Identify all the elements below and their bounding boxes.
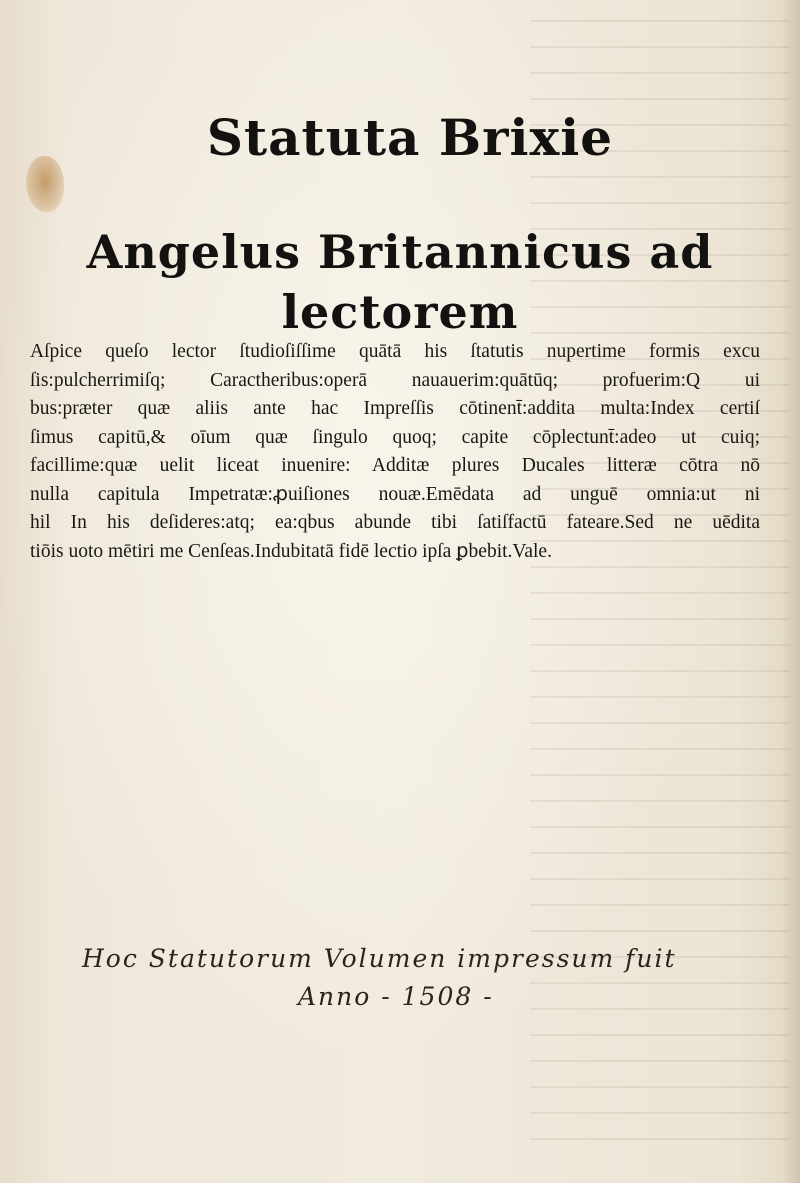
text-line: tiōis uoto mētiri me Cenſeas.Indubitatā fidē lectio ipſa ꝑbebit.Vale. bbox=[30, 540, 552, 562]
text-line: facillime:quæ uelit liceat inuenire: Additæ plures Ducales litteræ cōtra nō bbox=[30, 455, 760, 476]
text-line: bus:præter quæ aliis ante hac Impreſſis cōtinent̄:addita multa:Index certiſ bbox=[30, 398, 760, 419]
handwritten-inscription: Hoc Statutorum Volumen impressum fuit bbox=[82, 944, 677, 973]
preface-text bbox=[30, 338, 760, 566]
text-line: nulla capitula Impetratæ:ꝓuiſiones nouæ.Emēdata ad unguē omnia:ut ni bbox=[30, 483, 760, 505]
page-title: Statuta Brixie bbox=[206, 108, 614, 167]
handwritten-date: Anno - 1508 - bbox=[298, 982, 494, 1011]
text-line: hil In his deſideres:atq; ea:qbus abunde tibi ſatiſfactū fateare.Sed ne uēdita bbox=[30, 512, 760, 533]
page-subtitle: Angelus Britannicus ad lectorem bbox=[86, 225, 714, 339]
text-line: ſimus capitū,& oīum quæ ſingulo quoq; capite cōplectunt̄:adeo ut cuiq; bbox=[30, 426, 760, 448]
page-edge-shadow bbox=[782, 0, 800, 1183]
text-line: ſis:pulcherrimiſq; Caractheribus:operā nauauerim:quātūq; profuerim:Q ui bbox=[30, 369, 760, 391]
text-line: Aſpice queſo lector ſtudioſiſſime quātā his ſtatutis nupertime formis excu bbox=[30, 341, 760, 362]
